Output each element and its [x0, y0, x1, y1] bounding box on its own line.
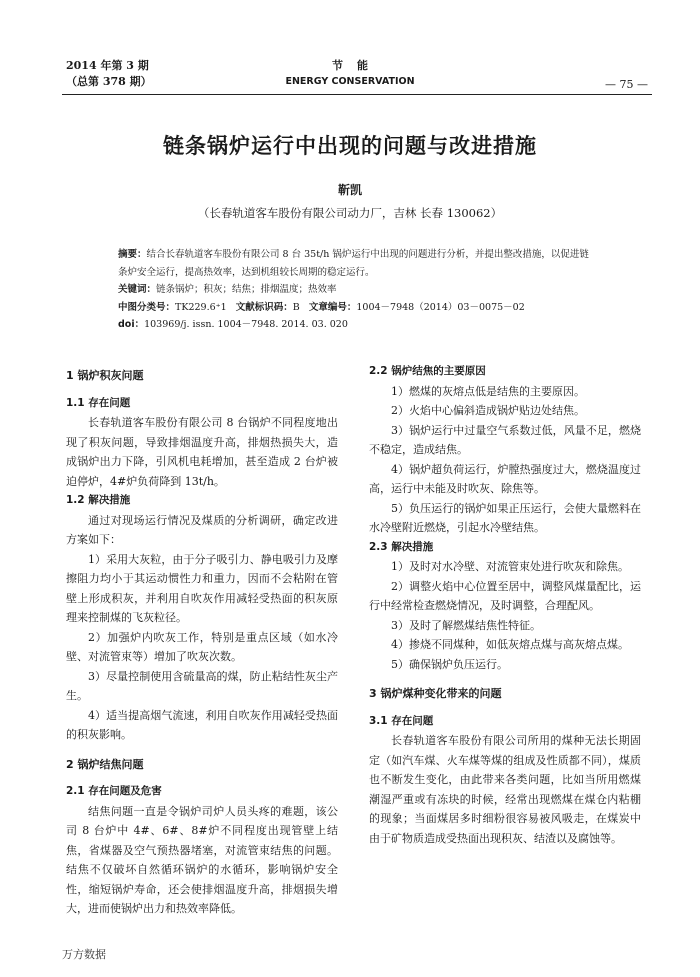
abstract — [118, 246, 590, 281]
keywords-label: 关键词： — [118, 284, 157, 295]
left-column — [66, 362, 338, 919]
section-1-2-heading: 1.2 解决措施 — [66, 494, 131, 506]
issue-info — [66, 58, 152, 90]
doccode-label: 文献标识码： — [235, 301, 293, 313]
header-rule — [62, 94, 652, 95]
paragraph: 长春轨道客车股份有限公司所用的煤种无法长期固定（如汽车煤、火车煤等煤的组成及性质都不同），煤质也不断发生变化，由此带来各类问题，比如当所用燃煤潮湿严重或有冻块的时候，经常出现燃煤在煤仓内粘棚的现象；当面煤居多时细粉很容易被风吸走，在煤炭中由于矿物质造成受热面出现积灰、结渣以及腐蚀等。 — [369, 734, 641, 845]
section-2-3-heading: 2.3 解决措施 — [369, 540, 434, 553]
list-item: 1）采用大灰粒，由于分子吸引力、静电吸引力及摩擦阻力均小于其运动惯性力和重力，因而不会粘附在管壁上形成积灰，并利用自吹灰作用减轻受热面的积灰原理来控制煤的飞灰粒径。 — [66, 552, 338, 624]
list-item: 4）锅炉超负荷运行，炉膛热强度过大，燃烧温度过高，运行中未能及时吹灰、除焦等。 — [369, 462, 641, 495]
list-item: 3）锅炉运行中过量空气系数过低，风量不足，燃烧不稳定，造成结焦。 — [369, 423, 641, 456]
article-title: 链条锅炉运行中出现的问题与改进措施 — [163, 134, 537, 158]
abstract-label: 摘要： — [118, 249, 147, 260]
list-item: 4）适当提高烟气流速，利用自吹灰作用减轻受热面的积灰影响。 — [66, 708, 338, 741]
section-1-heading: 1 锅炉积灰问题 — [66, 369, 144, 382]
abstract-text: 结合长春轨道客车股份有限公司 8 台 35t/h 锅炉运行中出现的问题进行分析，并提出整改措施，以促进链条炉安全运行，提高热效率，达到机组较长周期的稳定运行。 — [118, 249, 589, 278]
journal-name — [250, 58, 450, 90]
section-3-heading: 3 锅炉煤种变化带来的问题 — [369, 687, 502, 700]
article-no-label: 文章编号： — [308, 301, 357, 313]
source-watermark: 万方数据 — [62, 948, 106, 961]
list-item: 2）火焰中心偏斜造成锅炉贴边处结焦。 — [391, 404, 585, 417]
section-3-1-heading: 3.1 存在问题 — [369, 714, 434, 727]
paragraph: 长春轨道客车股份有限公司 8 台锅炉不同程度地出现了积灰问题，导致排烟温度升高，排烟热损失大，造成锅炉出力下降，引风机电耗增加，甚至造成 2 台炉被迫停炉，4#炉负荷降到 13t/h。 — [66, 416, 338, 488]
list-item: 1）燃煤的灰熔点低是结焦的主要原因。 — [391, 384, 585, 398]
doccode-value: B — [292, 301, 300, 313]
affiliation: （长春轨道客车股份有限公司动力厂，吉林 长春 130062） — [197, 206, 503, 220]
section-2-2-heading: 2.2 锅炉结焦的主要原因 — [369, 365, 486, 377]
list-item: 3）尽量控制使用含硫量高的煤，防止粘结性灰尘产生。 — [66, 669, 338, 702]
serial-line: （总第 378 期） — [66, 75, 152, 88]
list-item: 5）确保锅炉负压运行。 — [391, 657, 508, 671]
classification-line — [118, 299, 590, 317]
journal-name-en: ENERGY CONSERVATION — [285, 76, 415, 87]
list-item: 1）及时对水冷壁、对流管束处进行吹灰和除焦。 — [391, 560, 629, 573]
doi-line — [118, 316, 590, 334]
doi-label: doi： — [118, 319, 145, 330]
page-number: — 75 — — [605, 78, 648, 91]
keywords — [118, 281, 590, 299]
section-2-1-heading: 2.1 存在问题及危害 — [66, 785, 162, 797]
author: 靳凯 — [337, 183, 362, 197]
keywords-text: 链条锅炉；积灰；结焦；排烟温度；热效率 — [156, 284, 337, 295]
clc-label: 中图分类号： — [118, 301, 176, 313]
article-no-value: 1004－7948（2014）03－0075－02 — [356, 301, 525, 313]
paragraph: 通过对现场运行情况及煤质的分析调研，确定改进方案如下： — [66, 513, 338, 546]
list-item: 2）加强炉内吹灰工作，特别是重点区域（如水冷壁、对流管束等）增加了吹灰次数。 — [66, 630, 338, 663]
list-item: 4）掺烧不同煤种，如低灰熔点煤与高灰熔点煤。 — [391, 638, 629, 651]
list-item: 3）及时了解燃煤结焦性特征。 — [391, 618, 541, 632]
doi-value: 103969/j. issn. 1004－7948. 2014. 03. 020 — [144, 319, 348, 330]
journal-name-cn: 节能 — [332, 59, 382, 72]
issue-line: 2014 年第 3 期 — [66, 59, 149, 72]
list-item: 2）调整火焰中心位置至居中，调整风煤量配比，运行中经常检查燃烧情况，及时调整，合理配风。 — [369, 579, 641, 612]
section-2-heading: 2 锅炉结焦问题 — [66, 757, 144, 771]
list-item: 5）负压运行的锅炉如果正压运行，会使大量燃料在水冷壁附近燃烧，引起水冷壁结焦。 — [369, 501, 641, 534]
right-column — [369, 362, 641, 848]
front-matter — [118, 246, 590, 334]
section-1-1-heading: 1.1 存在问题 — [66, 396, 131, 409]
clc-value: TK229.6⁺1 — [175, 301, 227, 313]
paragraph: 结焦问题一直是令锅炉司炉人员头疼的难题，该公司 8 台炉中 4#、6#、8#炉不同程度出现管壁上结焦，省煤器及空气预热器堵塞，对流管束结焦的问题。结焦不仅破坏自然循环锅炉的水循环，影响锅炉安全性，缩短锅炉寿命，还会使排烟温度升高，排烟损失增大，进而使锅炉出力和热效率降低。 — [66, 804, 338, 915]
